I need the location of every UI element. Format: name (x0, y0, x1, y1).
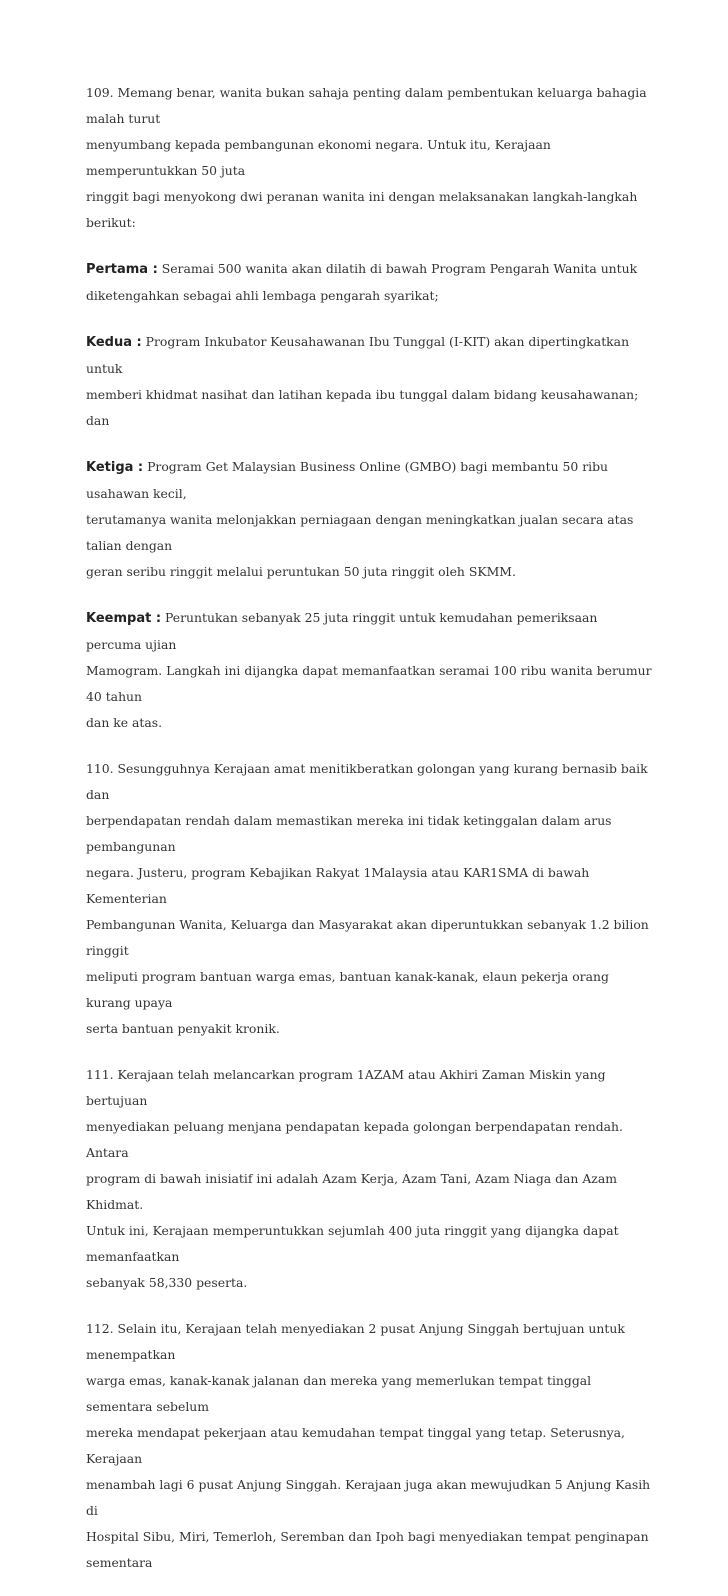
paragraph-text: 109. Memang benar, wanita bukan sahaja penting dalam pembentukan keluarga bahagia malah turut menyumbang kepada pembangunan ekonomi negara. Untuk itu, Kerajaan memperuntukkan 50 juta ringgit bagi menyokong dwi peranan wanita ini dengan melaksanakan langkah-langkah berikut: (86, 85, 647, 230)
paragraph-109 (86, 80, 656, 236)
paragraph-ketiga (86, 454, 656, 585)
paragraph-111 (86, 1062, 656, 1296)
paragraph-text: Program Inkubator Keusahawanan Ibu Tunggal (I-KIT) akan dipertingkatkan untuk memberi khidmat nasihat dan latihan kepada ibu tunggal dalam bidang keusahawanan; dan (86, 334, 639, 428)
paragraph-text: 112. Selain itu, Kerajaan telah menyediakan 2 pusat Anjung Singgah bertujuan untuk menempatkan warga emas, kanak-kanak jalanan dan mereka yang memerlukan tempat tinggal sementara sebelum mereka mendapat pekerjaan atau kemudahan tempat tinggal yang tetap. Seterusnya, Kerajaan menambah lagi 6 pusat Anjung Singgah. Kerajaan juga akan mewujudkan 5 Anjung Kasih di Hospital Sibu, Miri, Temerloh, Seremban dan Ipoh bagi menyediakan tempat penginapan sementara (86, 1321, 651, 1570)
paragraph-keempat (86, 605, 656, 736)
paragraph-text: Seramai 500 wanita akan dilatih di bawah Program Pengarah Wanita untuk diketengahkan sebagai ahli lembaga pengarah syarikat; (86, 261, 638, 303)
paragraph-text: Program Get Malaysian Business Online (GMBO) bagi membantu 50 ribu usahawan kecil, terutamanya wanita melonjakkan perniagaan dengan meningkatkan jualan secara atas talian dengan geran seribu ringgit melalui peruntukan 50 juta ringgit oleh SKMM. (86, 459, 634, 579)
paragraph-label: Ketiga : (86, 460, 144, 475)
paragraph-pertama (86, 256, 656, 309)
paragraph-label: Kedua : (86, 335, 142, 350)
paragraph-text: 110. Sesungguhnya Kerajaan amat menitikberatkan golongan yang kurang bernasib baik dan berpendapatan rendah dalam memastikan mereka ini tidak ketinggalan dalam arus pembangunan negara. Justeru, program Kebajikan Rakyat 1Malaysia atau KAR1SMA di bawah Kementerian Pembangunan Wanita, Keluarga dan Masyarakat akan diperuntukkan sebanyak 1.2 bilion ringgit meliputi program bantuan warga emas, bantuan kanak-kanak, elaun pekerja orang kurang upaya serta bantuan penyakit kronik. (86, 761, 649, 1036)
paragraph-112 (86, 1316, 656, 1576)
paragraph-label: Pertama : (86, 262, 158, 277)
paragraph-110 (86, 756, 656, 1042)
paragraph-text: Peruntukan sebanyak 25 juta ringgit untuk kemudahan pemeriksaan percuma ujian Mamogram. Langkah ini dijangka dapat memanfaatkan seramai 100 ribu wanita berumur 40 tahun dan ke atas. (86, 610, 652, 730)
paragraph-label: Keempat : (86, 611, 162, 626)
document-page (86, 80, 656, 1596)
paragraph-kedua (86, 329, 656, 434)
paragraph-text: 111. Kerajaan telah melancarkan program 1AZAM atau Akhiri Zaman Miskin yang bertujuan menyediakan peluang menjana pendapatan kepada golongan berpendapatan rendah. Antara program di bawah inisiatif ini adalah Azam Kerja, Azam Tani, Azam Niaga dan Azam Khidmat. Untuk ini, Kerajaan memperuntukkan sejumlah 400 juta ringgit yang dijangka dapat memanfaatkan sebanyak 58,330 peserta. (86, 1067, 623, 1290)
